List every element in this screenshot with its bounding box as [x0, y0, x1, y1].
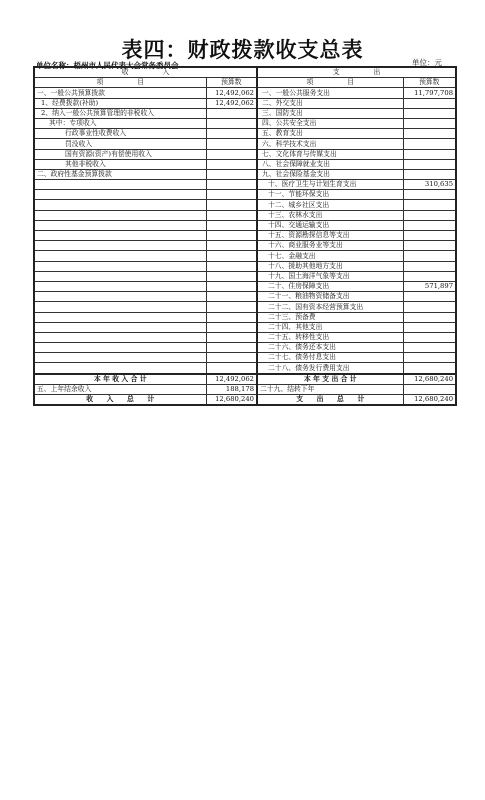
table-row: [34, 312, 456, 322]
expense-item-cell: 十七、金融支出: [257, 251, 403, 261]
expense-item-cell: 二十一、粮油物资储备支出: [257, 292, 403, 302]
carryover-row: [34, 384, 456, 394]
expense-item-cell: 七、文化体育与传媒支出: [257, 149, 403, 159]
income-item-cell: [34, 210, 206, 220]
table-row: [34, 251, 456, 261]
income-value-cell: [206, 118, 257, 128]
table-row: [34, 149, 456, 159]
expense-item-cell: 十六、商业服务业等支出: [257, 241, 403, 251]
grand-income-label: 收 入 总 计: [34, 395, 206, 406]
income-item-cell: [34, 343, 206, 353]
expense-value-cell: [403, 220, 456, 230]
income-value-cell: [206, 108, 257, 118]
expense-value-cell: [403, 190, 456, 200]
year-expense-total-value: 12,680,240: [403, 374, 456, 385]
table-row: [34, 190, 456, 200]
table-row: [34, 363, 456, 374]
income-item-cell: 行政事业性收费收入: [34, 129, 206, 139]
expense-item-header: 项 目: [257, 78, 403, 88]
income-value-cell: [206, 332, 257, 342]
expense-value-cell: [403, 210, 456, 220]
income-value-cell: [206, 281, 257, 291]
income-item-cell: [34, 200, 206, 210]
table-row: [34, 98, 456, 108]
table-row: [34, 210, 456, 220]
expense-item-cell: 九、社会保险基金支出: [257, 169, 403, 179]
income-item-cell: [34, 261, 206, 271]
expense-value-cell: [403, 343, 456, 353]
income-value-cell: [206, 180, 257, 190]
table-row: [34, 261, 456, 271]
expense-item-cell: 二十四、其他支出: [257, 322, 403, 332]
income-item-cell: 一、一般公共预算拨款: [34, 88, 206, 98]
expense-item-cell: 十一、节能环保支出: [257, 190, 403, 200]
income-value-cell: [206, 363, 257, 374]
unit-name-label: 单位名称：梧州市人民代表大会常务委员会: [36, 61, 179, 70]
table-row: [34, 271, 456, 281]
expense-value-cell: [403, 200, 456, 210]
expense-item-cell: 四、公共安全支出: [257, 118, 403, 128]
table-row: [34, 231, 456, 241]
table-row: [34, 302, 456, 312]
income-item-cell: [34, 271, 206, 281]
expense-value-cell: [403, 332, 456, 342]
expense-value-cell: [403, 231, 456, 241]
carryover-value: 188,178: [206, 384, 257, 394]
expense-value-cell: [403, 118, 456, 128]
expense-item-cell: 十八、援助其他地方支出: [257, 261, 403, 271]
table-row: [34, 353, 456, 363]
table-row: [34, 220, 456, 230]
income-item-cell: [34, 251, 206, 261]
expense-value-cell: [403, 139, 456, 149]
expense-item-cell: 五、教育支出: [257, 129, 403, 139]
expense-value-cell: [403, 322, 456, 332]
table-row: [34, 129, 456, 139]
expense-item-cell: 三、国防支出: [257, 108, 403, 118]
expense-value-cell: 310,635: [403, 180, 456, 190]
income-value-cell: [206, 200, 257, 210]
income-value-cell: [206, 251, 257, 261]
income-value-cell: [206, 292, 257, 302]
income-item-cell: [34, 302, 206, 312]
table-row: [34, 281, 456, 291]
income-item-cell: [34, 281, 206, 291]
table-row: [34, 322, 456, 332]
expense-item-cell: 十五、资源勘探信息等支出: [257, 231, 403, 241]
carryover-label: 五、上年结余收入: [34, 384, 206, 394]
page-title: 表四：财政拨款收支总表: [121, 37, 364, 62]
income-value-cell: [206, 129, 257, 139]
expense-item-cell: 二十、住房保障支出: [257, 281, 403, 291]
grand-expense-label: 支 出 总 计: [257, 395, 403, 406]
income-value-cell: 12,492,062: [206, 88, 257, 98]
expense-value-cell: [403, 261, 456, 271]
table-row: [34, 159, 456, 169]
income-value-cell: [206, 322, 257, 332]
income-item-cell: 国有资源(资产)有偿使用收入: [34, 149, 206, 159]
expense-value-cell: [403, 129, 456, 139]
income-item-cell: 二、政府性基金预算拨款: [34, 169, 206, 179]
expense-budget-header: 预算数: [403, 78, 456, 88]
income-value-cell: [206, 241, 257, 251]
income-item-cell: 2、纳入一般公共预算管理的非税收入: [34, 108, 206, 118]
expense-value-cell: [403, 98, 456, 108]
income-value-cell: [206, 159, 257, 169]
expense-item-cell: 十、医疗卫生与计划生育支出: [257, 180, 403, 190]
year-total-row: [34, 374, 456, 385]
expense-item-cell: 二十七、债务付息支出: [257, 353, 403, 363]
expense-value-cell: [403, 302, 456, 312]
carryforward-label: 二十九、结转下年: [257, 384, 403, 394]
income-value-cell: [206, 210, 257, 220]
expense-header: 支 出: [257, 67, 456, 78]
table-row: [34, 139, 456, 149]
income-item-header: 项 目: [34, 78, 206, 88]
expense-value-cell: [403, 312, 456, 322]
income-value-cell: [206, 220, 257, 230]
grand-expense-value: 12,680,240: [403, 395, 456, 406]
income-value-cell: [206, 271, 257, 281]
expense-value-cell: [403, 353, 456, 363]
table-row: [34, 108, 456, 118]
table-row: [34, 241, 456, 251]
expense-value-cell: [403, 149, 456, 159]
expense-item-cell: 一、一般公共服务支出: [257, 88, 403, 98]
income-value-cell: [206, 139, 257, 149]
income-item-cell: 罚没收入: [34, 139, 206, 149]
income-budget-header: 预算数: [206, 78, 257, 88]
expense-value-cell: [403, 271, 456, 281]
income-item-cell: [34, 231, 206, 241]
income-item-cell: [34, 180, 206, 190]
year-expense-total-label: 本 年 支 出 合 计: [257, 374, 403, 385]
grand-total-row: [34, 395, 456, 406]
income-item-cell: [34, 353, 206, 363]
expense-item-cell: 十九、国土海洋气象等支出: [257, 271, 403, 281]
expense-item-cell: 二十三、预备费: [257, 312, 403, 322]
expense-value-cell: [403, 241, 456, 251]
income-value-cell: [206, 261, 257, 271]
income-value-cell: [206, 190, 257, 200]
expense-value-cell: [403, 251, 456, 261]
table-row: [34, 169, 456, 179]
expense-value-cell: [403, 292, 456, 302]
expense-item-cell: 二十二、国有资本经营预算支出: [257, 302, 403, 312]
income-item-cell: 其他非税收入: [34, 159, 206, 169]
expense-value-cell: [403, 363, 456, 374]
expense-value-cell: [403, 159, 456, 169]
income-value-cell: [206, 231, 257, 241]
table-row: [34, 118, 456, 128]
income-item-cell: 1、经费拨款(补助): [34, 98, 206, 108]
income-value-cell: 12,492,062: [206, 98, 257, 108]
expense-item-cell: 十二、城乡社区支出: [257, 200, 403, 210]
year-income-total-value: 12,492,062: [206, 374, 257, 385]
expense-item-cell: 二十五、转移性支出: [257, 332, 403, 342]
income-header: 收 入: [34, 67, 257, 78]
expense-item-cell: 二十八、债务发行费用支出: [257, 363, 403, 374]
expense-value-cell: 11,797,708: [403, 88, 456, 98]
expense-item-cell: 二、外交支出: [257, 98, 403, 108]
income-item-cell: [34, 332, 206, 342]
table-row: [34, 180, 456, 190]
expense-value-cell: [403, 169, 456, 179]
income-item-cell: [34, 292, 206, 302]
column-header-row: [34, 78, 456, 88]
income-item-cell: [34, 190, 206, 200]
income-item-cell: 其中：专项收入: [34, 118, 206, 128]
income-value-cell: [206, 312, 257, 322]
expense-item-cell: 十三、农林水支出: [257, 210, 403, 220]
income-item-cell: [34, 322, 206, 332]
income-value-cell: [206, 302, 257, 312]
income-item-cell: [34, 220, 206, 230]
income-value-cell: [206, 169, 257, 179]
income-item-cell: [34, 312, 206, 322]
expense-item-cell: 十四、交通运输支出: [257, 220, 403, 230]
expense-value-cell: [403, 108, 456, 118]
budget-table: [33, 66, 457, 406]
table-row: [34, 88, 456, 98]
table-row: [34, 292, 456, 302]
income-item-cell: [34, 241, 206, 251]
expense-item-cell: 六、科学技术支出: [257, 139, 403, 149]
section-header-row: [34, 67, 456, 78]
income-value-cell: [206, 353, 257, 363]
table-row: [34, 332, 456, 342]
income-value-cell: [206, 149, 257, 159]
year-income-total-label: 本 年 收 入 合 计: [34, 374, 206, 385]
expense-item-cell: 八、社会保障就业支出: [257, 159, 403, 169]
income-value-cell: [206, 343, 257, 353]
table-row: [34, 200, 456, 210]
currency-label: 单位：元: [412, 58, 442, 67]
carryforward-value: [403, 384, 456, 394]
income-item-cell: [34, 363, 206, 374]
expense-value-cell: 571,897: [403, 281, 456, 291]
grand-income-value: 12,680,240: [206, 395, 257, 406]
expense-item-cell: 二十六、债务还本支出: [257, 343, 403, 353]
table-row: [34, 343, 456, 353]
